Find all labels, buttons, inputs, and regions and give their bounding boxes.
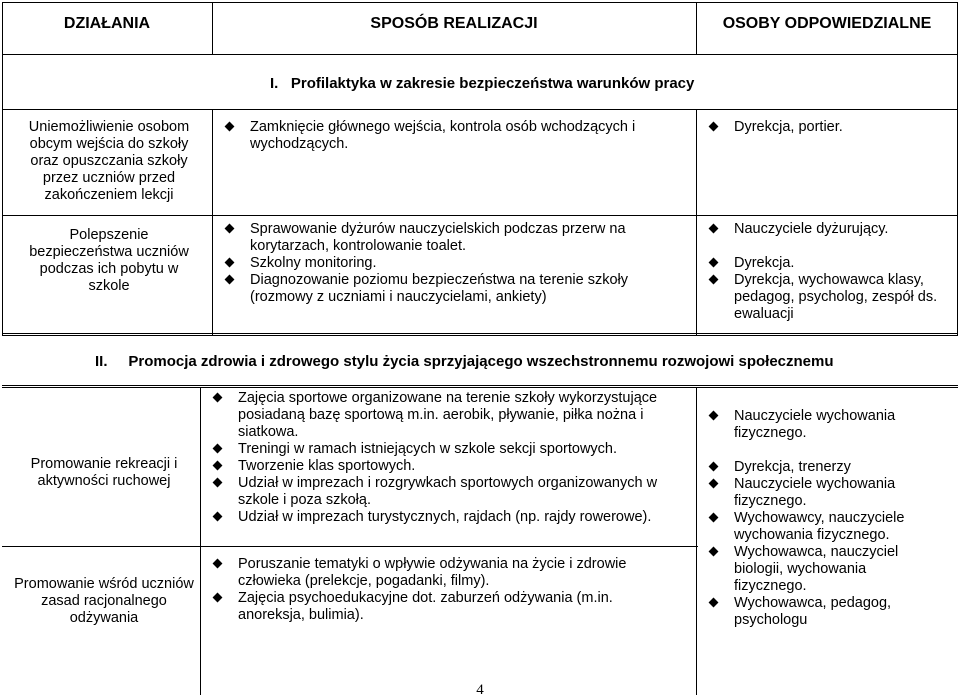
table-border-left xyxy=(2,2,3,335)
s2-col-divider-2 xyxy=(696,388,697,695)
s1-col-divider-2 xyxy=(696,109,697,335)
list-item: Poruszanie tematyki o wpływie odżywania na życie i zdrowie człowieka (prelekcje, pogadanki, filmy). xyxy=(212,556,652,590)
s2-title-bottom-double xyxy=(2,385,958,388)
s1-row2-action: Polepszenie bezpieczeństwa uczniów podczas ich pobytu w szkole xyxy=(29,227,189,294)
section2-title-text: Promocja zdrowia i zdrowego stylu życia sprzyjającego wszechstronnemu rozwojowi społecznemu xyxy=(128,353,834,370)
section1-number: I. xyxy=(270,75,279,92)
s2-row2-methods xyxy=(212,556,652,624)
list-item: Wychowawca, pedagog, psychologu xyxy=(708,595,932,629)
section2-number: II. xyxy=(95,353,108,370)
list-item: Dyrekcja, trenerzy xyxy=(708,459,932,476)
s1-row1-action: Uniemożliwienie osobom obcym wejścia do szkoły oraz opuszczania szkoły przez uczniów przed zakończeniem lekcji xyxy=(28,119,190,203)
list-item: Dyrekcja, portier. xyxy=(708,119,948,136)
header-bottom xyxy=(2,54,958,55)
s1-col-divider-1 xyxy=(212,109,213,335)
list-item: Wychowawca, nauczyciel biologii, wychowania fizycznego. xyxy=(708,544,932,595)
section1-title xyxy=(270,75,694,92)
section2-title xyxy=(95,353,834,370)
s1-row1-persons xyxy=(708,119,948,136)
s1-row2-methods xyxy=(224,221,674,306)
list-item: Udział w imprezach i rozgrywkach sportowych organizowanych w szkole i poza szkołą. xyxy=(212,475,692,509)
s2-persons xyxy=(708,408,932,629)
s2-row-divider xyxy=(2,546,698,547)
s1-row1-methods xyxy=(224,119,684,153)
s2-row1-action: Promowanie rekreacji i aktywności ruchowej xyxy=(30,456,178,489)
list-item: Tworzenie klas sportowych. xyxy=(212,458,692,475)
s2-row1-methods xyxy=(212,390,692,526)
s1-bottom-double xyxy=(2,333,958,336)
list-item: Treningi w ramach istniejących w szkole sekcji sportowych. xyxy=(212,441,692,458)
list-item: Nauczyciele dyżurujący. xyxy=(708,221,944,238)
header-actions: DZIAŁANIA xyxy=(63,15,151,32)
page-number: 4 xyxy=(476,682,484,698)
section1-title-bottom xyxy=(2,109,958,110)
s2-row2-action: Promowanie wśród uczniów zasad racjonalnego odżywania xyxy=(14,576,194,626)
list-item: Udział w imprezach turystycznych, rajdach (np. rajdy rowerowe). xyxy=(212,509,692,526)
header-method: SPOSÓB REALIZACJI xyxy=(370,15,538,32)
list-item: Zajęcia sportowe organizowane na terenie szkoły wykorzystujące posiadaną bazę sportową m.in. aerobik, pływanie, piłka nożna i siatkowa. xyxy=(212,390,692,441)
table-border-right xyxy=(957,2,958,335)
list-item: Nauczyciele wychowania fizycznego. xyxy=(708,408,932,442)
header-responsible: OSOBY ODPOWIEDZIALNE xyxy=(722,15,932,32)
list-item: Diagnozowanie poziomu bezpieczeństwa na terenie szkoły (rozmowy z uczniami i nauczycielami, ankiety) xyxy=(224,272,674,306)
list-item: Wychowawcy, nauczyciele wychowania fizycznego. xyxy=(708,510,932,544)
s2-col-divider-1 xyxy=(200,388,201,695)
list-item: Sprawowanie dyżurów nauczycielskich podczas przerw na korytarzach, kontrolowanie toalet. xyxy=(224,221,674,255)
section1-title-text: Profilaktyka w zakresie bezpieczeństwa warunków pracy xyxy=(290,75,695,92)
list-item: Nauczyciele wychowania fizycznego. xyxy=(708,476,932,510)
list-item: Dyrekcja, wychowawca klasy, pedagog, psycholog, zespół ds. ewaluacji xyxy=(708,272,944,323)
s1-row-divider xyxy=(2,215,958,216)
list-item: Zamknięcie głównego wejścia, kontrola osób wchodzących i wychodzących. xyxy=(224,119,684,153)
table-border-top xyxy=(2,2,958,3)
list-item: Zajęcia psychoedukacyjne dot. zaburzeń odżywania (m.in. anoreksja, bulimia). xyxy=(212,590,652,624)
list-item: Szkolny monitoring. xyxy=(224,255,674,272)
s1-row2-persons xyxy=(708,221,944,323)
list-item: Dyrekcja. xyxy=(708,255,944,272)
